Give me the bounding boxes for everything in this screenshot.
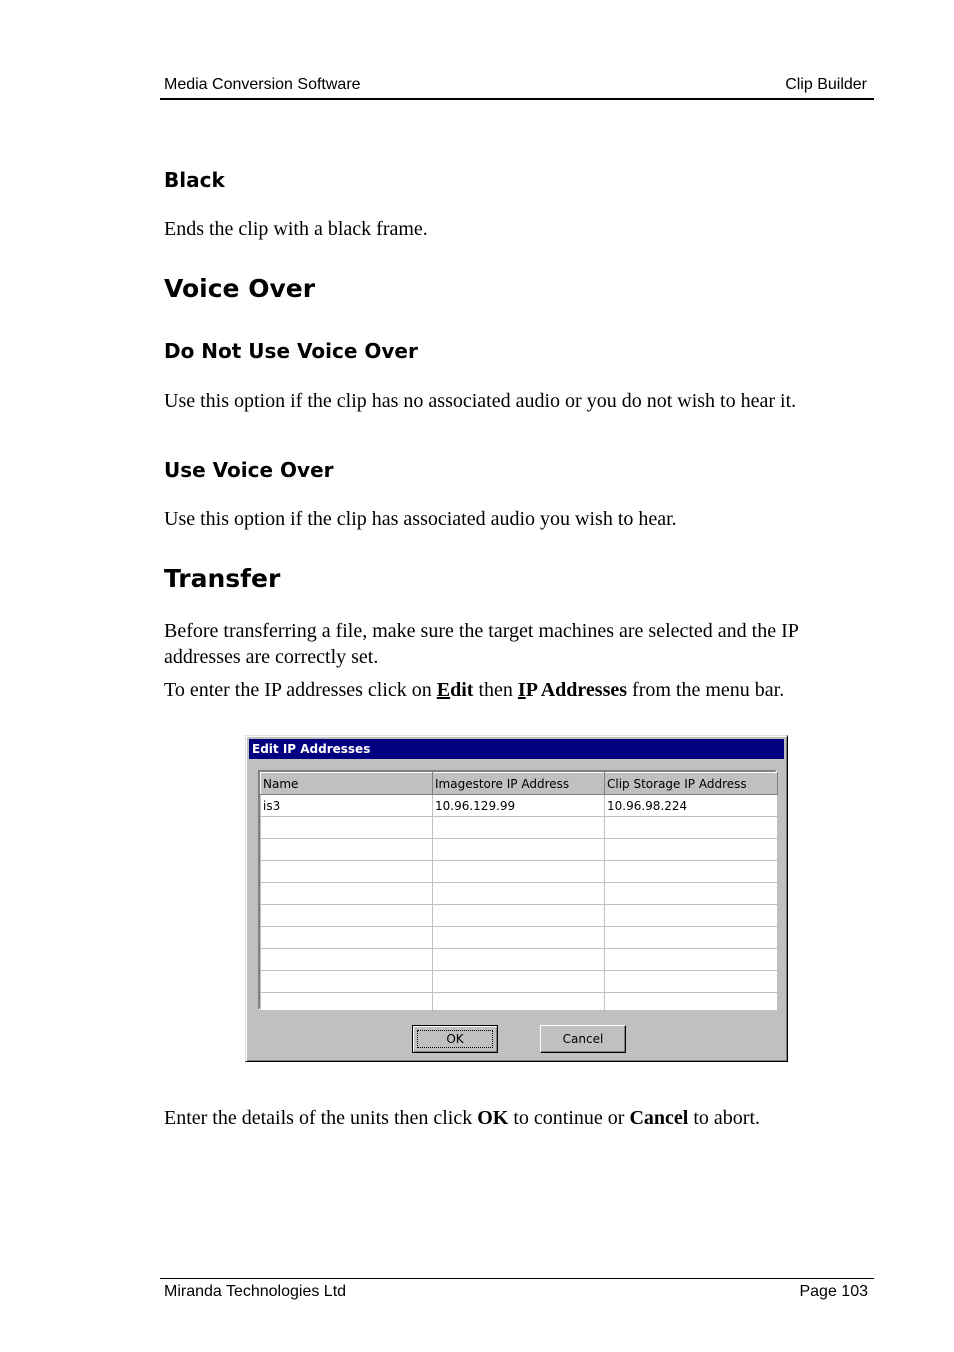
edit-menu-rest: dit xyxy=(450,679,474,701)
table-row[interactable] xyxy=(261,817,778,839)
enter-text-3: to abort. xyxy=(688,1107,761,1129)
edit-menu-mnemonic: E xyxy=(436,679,451,701)
footer-left: Miranda Technologies Ltd xyxy=(164,1283,347,1300)
ip-text-1: To enter the IP addresses click on xyxy=(164,679,437,701)
edit-ip-addresses-dialog xyxy=(245,735,788,1062)
header-left: Media Conversion Software xyxy=(164,76,361,93)
table-row[interactable] xyxy=(261,861,778,883)
ip-text-3: from the menu bar. xyxy=(627,679,785,701)
column-header-imagestore-ip[interactable]: Imagestore IP Address xyxy=(433,773,605,795)
grid-cell[interactable] xyxy=(605,993,778,1015)
column-header-clip-storage-ip[interactable]: Clip Storage IP Address xyxy=(605,773,778,795)
table-row[interactable] xyxy=(261,927,778,949)
grid-cell[interactable] xyxy=(605,949,778,971)
grid-cell[interactable] xyxy=(605,971,778,993)
grid-cell[interactable] xyxy=(605,905,778,927)
grid-cell[interactable]: is3 xyxy=(261,795,433,817)
transfer-text: Before transferring a file, make sure the target machines are selected and the IP addresses are correctly set. xyxy=(164,620,799,668)
grid-cell[interactable] xyxy=(605,839,778,861)
enter-text-1: Enter the details of the units then click xyxy=(164,1107,478,1129)
column-header-name[interactable]: Name xyxy=(261,773,433,795)
grid-cell[interactable] xyxy=(433,971,605,993)
table-row[interactable] xyxy=(261,993,778,1015)
ip-instructions xyxy=(164,677,864,703)
grid-cell[interactable] xyxy=(261,839,433,861)
grid-cell[interactable] xyxy=(261,971,433,993)
heading-no-voice-over: Do Not Use Voice Over xyxy=(164,339,418,363)
enter-text-2: to continue or xyxy=(508,1107,630,1129)
grid-cell[interactable] xyxy=(261,883,433,905)
grid-cell[interactable] xyxy=(261,817,433,839)
no-voice-text: Use this option if the clip has no associated audio or you do not wish to hear it. xyxy=(164,390,797,412)
grid-cell[interactable] xyxy=(433,861,605,883)
grid-cell[interactable] xyxy=(433,927,605,949)
grid-cell[interactable]: 10.96.129.99 xyxy=(433,795,605,817)
ip-addresses-mnemonic: I xyxy=(517,679,526,701)
heading-transfer: Transfer xyxy=(164,564,281,593)
heading-voice-over: Voice Over xyxy=(164,274,316,303)
ok-button[interactable] xyxy=(412,1025,498,1053)
enter-details-text xyxy=(164,1105,864,1131)
table-row[interactable] xyxy=(261,839,778,861)
ip-text-2: then xyxy=(473,679,518,701)
grid-cell[interactable] xyxy=(261,949,433,971)
grid-cell[interactable] xyxy=(261,905,433,927)
grid-cell[interactable] xyxy=(605,883,778,905)
grid-cell[interactable] xyxy=(605,817,778,839)
grid-cell[interactable] xyxy=(433,905,605,927)
black-text: Ends the clip with a black frame. xyxy=(164,218,428,240)
grid-cell[interactable] xyxy=(605,861,778,883)
page-header xyxy=(160,76,874,100)
enter-cancel: Cancel xyxy=(629,1107,689,1129)
cancel-button[interactable]: Cancel xyxy=(540,1025,626,1053)
grid-header-row xyxy=(261,773,778,795)
footer-right: Page 103 xyxy=(799,1283,868,1300)
table-row[interactable] xyxy=(261,971,778,993)
table-row[interactable] xyxy=(261,905,778,927)
ip-addresses-rest: P Addresses xyxy=(525,679,628,701)
page-footer xyxy=(160,1278,874,1300)
grid-cell[interactable] xyxy=(605,927,778,949)
grid-cell[interactable] xyxy=(433,993,605,1015)
header-right: Clip Builder xyxy=(785,76,867,93)
ok-button-label: OK xyxy=(417,1030,493,1048)
dialog-title: Edit IP Addresses xyxy=(249,739,784,759)
grid-cell[interactable] xyxy=(261,927,433,949)
heading-black: Black xyxy=(164,168,225,192)
table-row[interactable] xyxy=(261,949,778,971)
grid-cell[interactable] xyxy=(433,949,605,971)
ip-address-grid[interactable] xyxy=(258,770,777,1010)
grid-cell[interactable] xyxy=(433,817,605,839)
heading-use-voice-over: Use Voice Over xyxy=(164,458,334,482)
grid-cell[interactable] xyxy=(261,993,433,1015)
grid-cell[interactable] xyxy=(433,839,605,861)
enter-ok: OK xyxy=(477,1107,509,1129)
grid-cell[interactable]: 10.96.98.224 xyxy=(605,795,778,817)
table-row[interactable] xyxy=(261,883,778,905)
grid-cell[interactable] xyxy=(433,883,605,905)
use-voice-text: Use this option if the clip has associated audio you wish to hear. xyxy=(164,508,677,530)
table-row[interactable] xyxy=(261,795,778,817)
grid-cell[interactable] xyxy=(261,861,433,883)
